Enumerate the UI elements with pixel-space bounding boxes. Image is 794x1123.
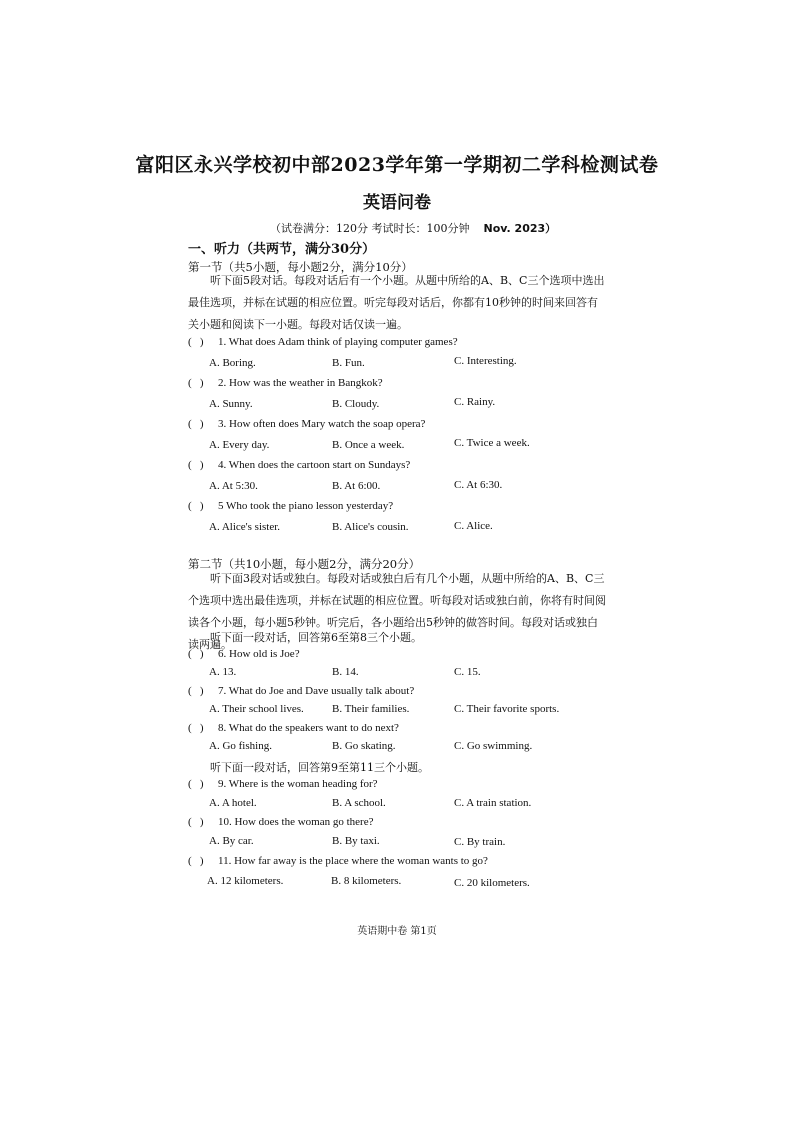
answer-paren-close: ) xyxy=(199,336,204,348)
option-c: C. Rainy. xyxy=(454,396,496,408)
question-stem: 10. How does the woman go there? xyxy=(218,816,374,828)
option-a: A. Boring. xyxy=(209,357,256,369)
answer-paren-open: ( xyxy=(188,500,192,512)
question-9 xyxy=(188,778,378,790)
page-footer: 英语期中卷 第1页 xyxy=(357,926,437,937)
answer-paren-open: ( xyxy=(188,418,192,430)
answer-paren-close: ) xyxy=(199,418,204,430)
option-a: A. 12 kilometers. xyxy=(207,875,284,887)
option-b: B. Go skating. xyxy=(332,740,396,752)
option-a: A. Every day. xyxy=(209,439,270,451)
question-11 xyxy=(188,855,488,867)
answer-paren-open: ( xyxy=(188,855,192,867)
answer-paren-open: ( xyxy=(188,722,192,734)
option-a: A. Go fishing. xyxy=(209,740,272,752)
answer-paren-open: ( xyxy=(188,778,192,790)
answer-paren-close: ) xyxy=(199,377,204,389)
question-stem: 6. How old is Joe? xyxy=(218,648,300,660)
question-7 xyxy=(188,685,414,697)
option-c: C. At 6:30. xyxy=(454,479,503,491)
option-b: B. Alice's cousin. xyxy=(332,521,409,533)
option-c: C. Twice a week. xyxy=(454,437,530,449)
answer-paren-open: ( xyxy=(188,459,192,471)
question-3 xyxy=(188,418,425,430)
answer-paren-close: ) xyxy=(199,500,204,512)
question-2 xyxy=(188,377,383,389)
option-c: C. Their favorite sports. xyxy=(454,703,560,715)
option-c: C. By train. xyxy=(454,836,506,848)
option-a: A. 13. xyxy=(209,666,237,678)
answer-paren-close: ) xyxy=(199,816,204,828)
answer-paren-close: ) xyxy=(199,722,204,734)
answer-paren-open: ( xyxy=(188,377,192,389)
part1-instructions-text: 听下面5段对话。每段对话后有一个小题。从题中所给的A、B、C三个选项中选出最佳选项，并标在试题的相应位置。听完每段对话后，你都有10秒钟的时间来回答有关小题和阅读下一小题。每段对话仅读一遍。 xyxy=(188,274,605,331)
answer-paren-close: ) xyxy=(199,685,204,697)
option-b: B. Once a week. xyxy=(332,439,405,451)
question-6 xyxy=(188,648,300,660)
option-a: A. At 5:30. xyxy=(209,480,258,492)
section-heading: 一、听力（共两节，满分30分） xyxy=(188,242,376,257)
part2-note-1: 听下面一段对话，回答第6至第8三个小题。 xyxy=(210,631,422,644)
option-c: C. 20 kilometers. xyxy=(454,877,530,889)
exam-subtitle: 英语问卷 xyxy=(363,193,431,213)
option-c: C. Go swimming. xyxy=(454,740,533,752)
option-c: C. Interesting. xyxy=(454,355,517,367)
question-stem: 2. How was the weather in Bangkok? xyxy=(218,377,383,389)
question-stem: 5 Who took the piano lesson yesterday? xyxy=(218,500,394,512)
option-a: A. Sunny. xyxy=(209,398,253,410)
answer-paren-open: ( xyxy=(188,648,192,660)
answer-paren-close: ) xyxy=(199,778,204,790)
question-stem: 9. Where is the woman heading for? xyxy=(218,778,378,790)
option-b: B. 14. xyxy=(332,666,359,678)
part1-heading: 第一节（共5小题，每小题2分，满分10分） xyxy=(188,260,413,274)
answer-paren-close: ) xyxy=(199,459,204,471)
exam-info-text: （试卷满分：120分 考试时长：100分钟 xyxy=(270,222,470,235)
answer-paren-close: ) xyxy=(199,855,204,867)
question-10 xyxy=(188,816,374,828)
question-8 xyxy=(188,722,399,734)
question-stem: 3. How often does Mary watch the soap opera? xyxy=(218,418,426,430)
option-c: C. 15. xyxy=(454,666,481,678)
answer-paren-open: ( xyxy=(188,685,192,697)
option-b: B. Their families. xyxy=(332,703,410,715)
part1-instructions xyxy=(188,270,608,336)
exam-date: Nov. 2023） xyxy=(483,222,557,235)
question-1 xyxy=(188,336,458,348)
option-a: A. Their school lives. xyxy=(209,703,304,715)
question-5 xyxy=(188,500,393,512)
option-b: B. Fun. xyxy=(332,357,365,369)
part2-instructions-text: 听下面3段对话或独白。每段对话或独白后有几个小题，从题中所给的A、B、C三个选项中选出最佳选项，并标在试题的相应位置。听每段对话或独白前，你将有时间阅读各个小题，每小题5秒钟。听完后，各小题给出5秒钟的做答时间。每段对话或独白读两遍。 xyxy=(188,572,606,651)
option-a: A. Alice's sister. xyxy=(209,521,281,533)
part2-heading: 第二节（共10小题，每小题2分，满分20分） xyxy=(188,557,421,571)
option-a: A. A hotel. xyxy=(209,797,257,809)
answer-paren-close: ) xyxy=(199,648,204,660)
question-stem: 8. What do the speakers want to do next? xyxy=(218,722,399,734)
option-b: B. A school. xyxy=(332,797,386,809)
question-stem: 4. When does the cartoon start on Sundays? xyxy=(218,459,411,471)
question-stem: 7. What do Joe and Dave usually talk about? xyxy=(218,685,415,697)
answer-paren-open: ( xyxy=(188,816,192,828)
question-stem: 11. How far away is the place where the woman wants to go? xyxy=(218,855,488,867)
exam-title: 富阳区永兴学校初中部2023学年第一学期初二学科检测试卷 xyxy=(135,154,659,176)
option-c: C. Alice. xyxy=(454,520,493,532)
option-b: B. Cloudy. xyxy=(332,398,380,410)
option-c: C. A train station. xyxy=(454,797,532,809)
option-b: B. At 6:00. xyxy=(332,480,381,492)
question-4 xyxy=(188,459,410,471)
option-a: A. By car. xyxy=(209,835,254,847)
part2-note-2: 听下面一段对话，回答第9至第11三个小题。 xyxy=(210,761,429,774)
option-b: B. 8 kilometers. xyxy=(331,875,402,887)
question-stem: 1. What does Adam think of playing computer games? xyxy=(218,336,458,348)
answer-paren-open: ( xyxy=(188,336,192,348)
option-b: B. By taxi. xyxy=(332,835,380,847)
exam-info xyxy=(270,220,556,236)
